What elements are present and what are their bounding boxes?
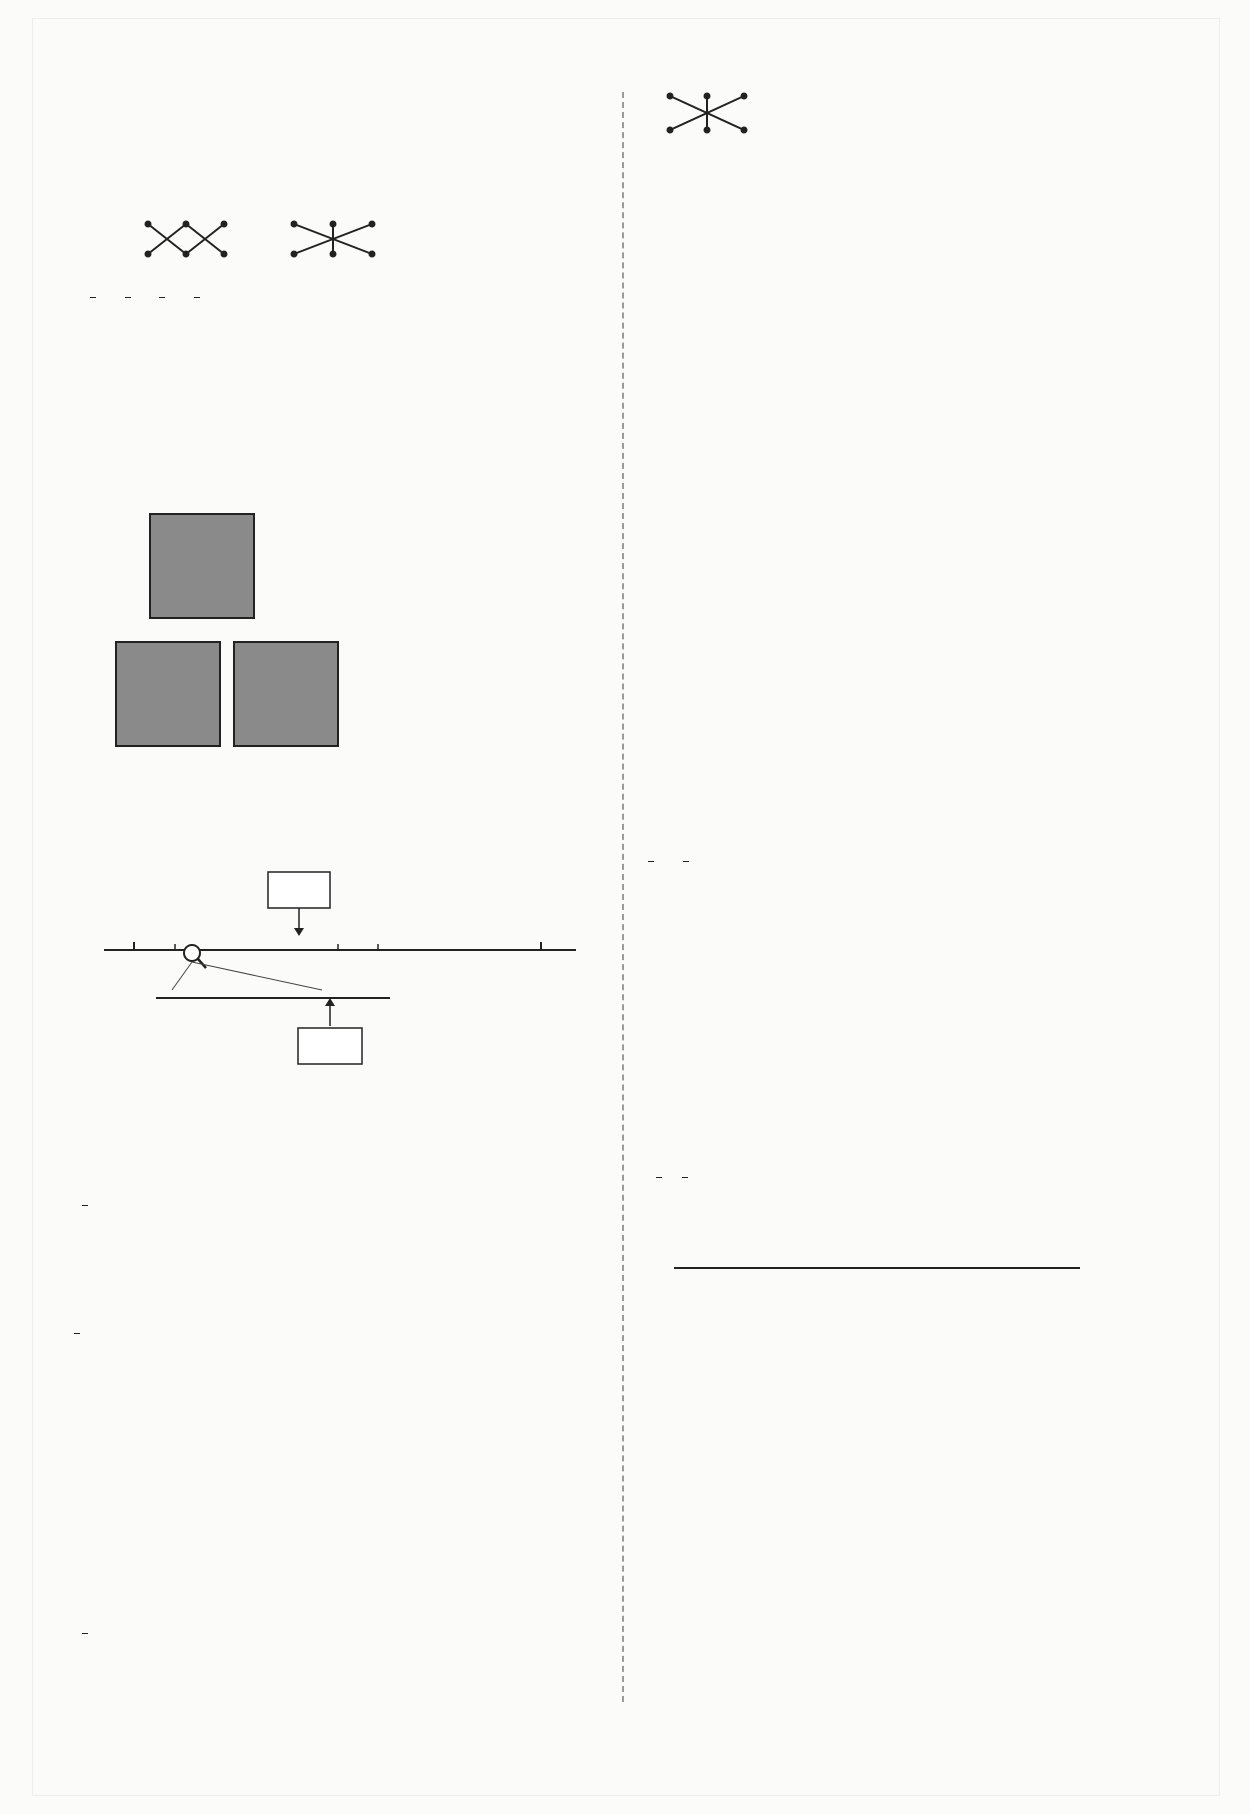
column-divider bbox=[622, 92, 624, 1702]
fraction bbox=[90, 295, 96, 301]
lesson3-q5 bbox=[638, 1244, 646, 1269]
decimal-number-line bbox=[668, 1236, 1088, 1298]
fraction bbox=[194, 295, 200, 301]
abacus-figures bbox=[668, 660, 1158, 812]
lesson2-q3 bbox=[72, 1563, 80, 1588]
matching-diagram-2 bbox=[290, 218, 376, 260]
lesson1-q3 bbox=[72, 413, 80, 438]
lesson1-q5 bbox=[72, 511, 80, 536]
lesson3-q4 bbox=[638, 1164, 698, 1189]
grid-figures-2 bbox=[114, 640, 594, 752]
matching-diagram-1 bbox=[144, 218, 228, 260]
fraction bbox=[125, 295, 131, 301]
lesson3-q3 bbox=[638, 1111, 646, 1136]
grid-figures-1 bbox=[148, 512, 568, 624]
matching-diagram-3 bbox=[666, 90, 748, 138]
lesson1-q7-line3 bbox=[72, 1192, 98, 1217]
lesson3-q1-answers bbox=[638, 848, 699, 873]
number-line-zoom bbox=[100, 862, 580, 1074]
fraction bbox=[159, 295, 165, 301]
lesson2-q4 bbox=[72, 1620, 98, 1645]
right-q6 bbox=[638, 160, 646, 185]
right-q7 bbox=[638, 258, 646, 283]
lesson3-q2 bbox=[638, 914, 646, 939]
lesson1-q6 bbox=[72, 872, 80, 897]
lesson4-grids bbox=[670, 1524, 1030, 1720]
right-q8 bbox=[638, 357, 663, 382]
lesson3-q6 bbox=[638, 1318, 646, 1343]
lesson3-q2-line2 bbox=[638, 964, 655, 989]
lesson4-q1 bbox=[638, 1530, 646, 1555]
lesson1-q7-line5 bbox=[72, 1320, 82, 1345]
lesson2-q2 bbox=[72, 1514, 80, 1539]
magnifier-icon bbox=[184, 945, 200, 961]
lesson1-q4 bbox=[72, 462, 80, 487]
lesson3-q1 bbox=[638, 668, 646, 693]
lesson1-q1 bbox=[72, 220, 80, 245]
lesson2-q1 bbox=[72, 1464, 80, 1489]
right-q5 bbox=[638, 98, 646, 123]
lesson1-q7 bbox=[72, 1094, 97, 1119]
lesson1-q2 bbox=[72, 284, 210, 309]
